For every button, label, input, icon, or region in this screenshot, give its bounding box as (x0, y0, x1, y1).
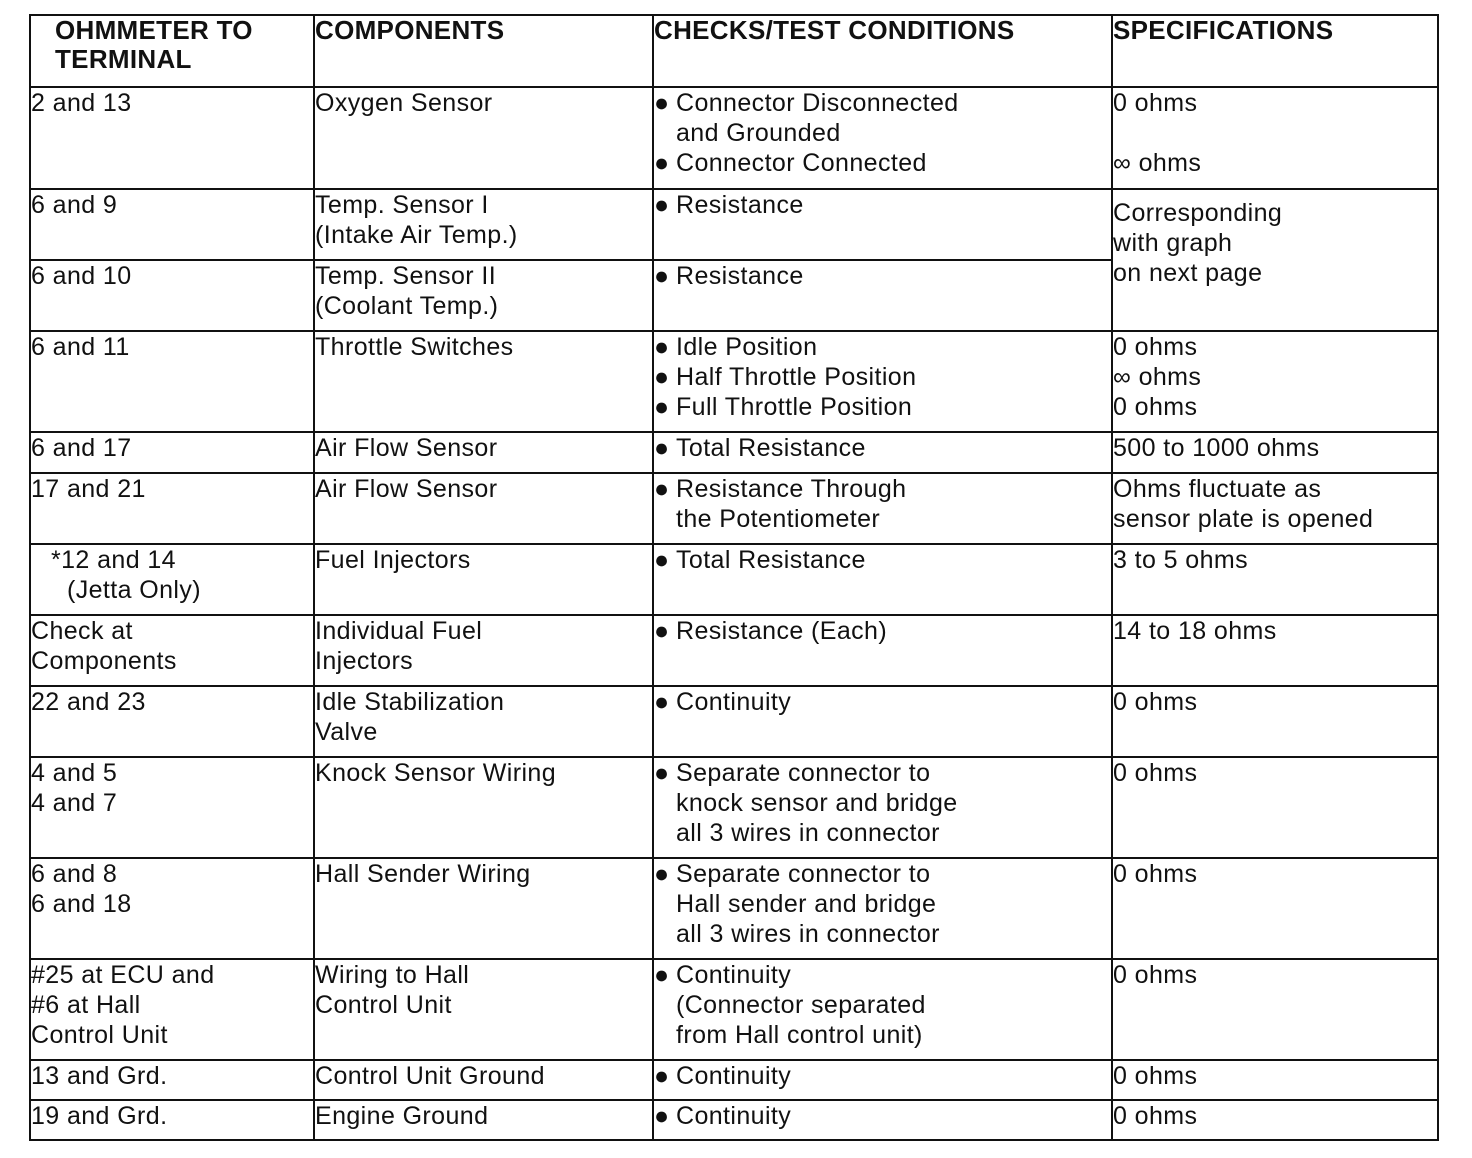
checks-cell (653, 260, 1112, 331)
spec-cell (1112, 544, 1438, 615)
terminal-cell (30, 432, 314, 473)
terminal-text: Check at (31, 617, 133, 645)
spec-text: 0 ohms (1113, 89, 1198, 117)
component-text: (Coolant Temp.) (315, 292, 499, 320)
check-item: ● Continuity (654, 961, 792, 989)
check-item: ● Separate connector to (654, 759, 931, 787)
terminal-text: #6 at Hall (31, 991, 141, 1019)
component-cell (314, 260, 653, 331)
component-text: Oxygen Sensor (315, 89, 493, 117)
check-item: ● Idle Position (654, 333, 818, 361)
spec-text: with graph (1113, 229, 1233, 257)
bullet-icon: ● (654, 393, 670, 421)
spec-text: 0 ohms (1113, 333, 1198, 361)
bullet-icon: ● (654, 546, 670, 574)
terminal-text: 17 and 21 (31, 475, 146, 503)
check-item: ● Resistance (654, 191, 804, 219)
table-row (30, 189, 1438, 260)
spec-text: 0 ohms (1113, 860, 1198, 888)
check-item-continued: and Grounded (676, 119, 841, 147)
header-specifications: SPECIFICATIONS (1112, 15, 1438, 87)
bullet-icon: ● (654, 262, 670, 290)
checks-cell (653, 189, 1112, 260)
bullet-icon: ● (654, 434, 670, 462)
header-components: COMPONENTS (314, 15, 653, 87)
spec-cell (1112, 757, 1438, 858)
header-row (30, 15, 1438, 87)
terminal-text: Components (31, 647, 177, 675)
component-cell (314, 858, 653, 959)
checks-cell (653, 87, 1112, 189)
spec-cell (1112, 1100, 1438, 1140)
spec-text: 0 ohms (1113, 1062, 1198, 1090)
bullet-icon: ● (654, 191, 670, 219)
component-cell (314, 87, 653, 189)
bullet-icon: ● (654, 961, 670, 989)
check-item: ● Resistance Through (654, 475, 907, 503)
component-cell (314, 757, 653, 858)
component-text: Knock Sensor Wiring (315, 759, 557, 787)
terminal-text: 13 and Grd. (31, 1062, 168, 1090)
spec-cell (1112, 432, 1438, 473)
check-item: ● Total Resistance (654, 546, 866, 574)
terminal-text: 4 and 7 (31, 789, 118, 817)
table-row (30, 544, 1438, 615)
check-item-continued: knock sensor and bridge (676, 789, 958, 817)
check-item: ● Connector Connected (654, 149, 927, 177)
terminal-cell (30, 87, 314, 189)
terminal-cell (30, 686, 314, 757)
spec-text: 0 ohms (1113, 961, 1198, 989)
terminal-text: 4 and 5 (31, 759, 118, 787)
component-text: Throttle Switches (315, 333, 514, 361)
component-text: Temp. Sensor II (315, 262, 497, 290)
terminal-text: *12 and 14 (51, 546, 176, 574)
spec-text: Corresponding (1113, 199, 1283, 227)
component-cell (314, 615, 653, 686)
component-cell (314, 1100, 653, 1140)
terminal-text: 6 and 10 (31, 262, 132, 290)
component-text: Valve (315, 718, 378, 746)
component-text: Idle Stabilization (315, 688, 505, 716)
component-text: Fuel Injectors (315, 546, 471, 574)
spec-cell (1112, 87, 1438, 189)
spec-text: 14 to 18 ohms (1113, 617, 1277, 645)
table-row (30, 432, 1438, 473)
component-cell (314, 432, 653, 473)
terminal-cell (30, 959, 314, 1060)
bullet-icon: ● (654, 363, 670, 391)
checks-cell (653, 959, 1112, 1060)
spec-text: 3 to 5 ohms (1113, 546, 1249, 574)
table-row (30, 959, 1438, 1060)
check-item: ● Half Throttle Position (654, 363, 917, 391)
bullet-icon: ● (654, 333, 670, 361)
check-item: ● Total Resistance (654, 434, 866, 462)
component-text: Injectors (315, 647, 414, 675)
check-item: ● Resistance (Each) (654, 617, 888, 645)
check-item-continued: all 3 wires in connector (676, 920, 940, 948)
terminal-text: 19 and Grd. (31, 1102, 168, 1130)
component-text: Air Flow Sensor (315, 475, 498, 503)
terminal-text: 6 and 18 (31, 890, 132, 918)
spec-text: 0 ohms (1113, 759, 1198, 787)
checks-cell (653, 1100, 1112, 1140)
spec-cell (1112, 1060, 1438, 1100)
spec-cell (1112, 858, 1438, 959)
spec-text: Ohms fluctuate as (1113, 475, 1322, 503)
table-row (30, 1060, 1438, 1100)
spec-text: sensor plate is opened (1113, 505, 1374, 533)
terminal-cell (30, 757, 314, 858)
header-terminal-line-1: OHMMETER TO (55, 15, 253, 45)
table-row (30, 87, 1438, 189)
terminal-cell (30, 473, 314, 544)
component-cell (314, 959, 653, 1060)
terminal-cell (30, 544, 314, 615)
check-item: ● Separate connector to (654, 860, 931, 888)
table-row (30, 757, 1438, 858)
header-terminal (30, 15, 314, 87)
component-cell (314, 331, 653, 432)
component-text: Control Unit (315, 991, 452, 1019)
check-item-continued: (Connector separated (676, 991, 926, 1019)
bullet-icon: ● (654, 617, 670, 645)
spec-cell (1112, 331, 1438, 432)
terminal-text: 6 and 9 (31, 191, 118, 219)
header-terminal-line-2: TERMINAL (55, 44, 192, 74)
component-text: Hall Sender Wiring (315, 860, 531, 888)
component-cell (314, 544, 653, 615)
bullet-icon: ● (654, 759, 670, 787)
bullet-icon: ● (654, 688, 670, 716)
terminal-text: (Jetta Only) (67, 576, 201, 604)
spec-text: 0 ohms (1113, 1102, 1198, 1130)
bullet-icon: ● (654, 1102, 670, 1130)
terminal-text: 2 and 13 (31, 89, 132, 117)
table-row (30, 331, 1438, 432)
bullet-icon: ● (654, 149, 670, 177)
check-item: ● Resistance (654, 262, 804, 290)
checks-cell (653, 544, 1112, 615)
ohmmeter-test-table (29, 14, 1439, 1141)
component-cell (314, 686, 653, 757)
header-checks: CHECKS/TEST CONDITIONS (653, 15, 1112, 87)
check-item: ● Full Throttle Position (654, 393, 913, 421)
spec-text: 0 ohms (1113, 393, 1198, 421)
table-row (30, 615, 1438, 686)
spec-text: ∞ ohms (1113, 363, 1202, 391)
table-row (30, 858, 1438, 959)
component-text: Air Flow Sensor (315, 434, 498, 462)
component-text: Engine Ground (315, 1102, 489, 1130)
checks-cell (653, 432, 1112, 473)
terminal-cell (30, 331, 314, 432)
spec-cell (1112, 189, 1438, 331)
spec-cell (1112, 959, 1438, 1060)
check-item-continued: the Potentiometer (676, 505, 881, 533)
check-item: ● Connector Disconnected (654, 89, 959, 117)
checks-cell (653, 615, 1112, 686)
component-text: Individual Fuel (315, 617, 483, 645)
checks-cell (653, 1060, 1112, 1100)
table-row (30, 1100, 1438, 1140)
spec-cell (1112, 686, 1438, 757)
terminal-cell (30, 615, 314, 686)
checks-cell (653, 858, 1112, 959)
bullet-icon: ● (654, 860, 670, 888)
bullet-icon: ● (654, 89, 670, 117)
spec-text: 0 ohms (1113, 688, 1198, 716)
table-row (30, 473, 1438, 544)
spec-cell (1112, 615, 1438, 686)
terminal-cell (30, 1100, 314, 1140)
terminal-text: 6 and 8 (31, 860, 118, 888)
spec-text: 500 to 1000 ohms (1113, 434, 1320, 462)
terminal-text: Control Unit (31, 1021, 168, 1049)
terminal-text: 22 and 23 (31, 688, 146, 716)
checks-cell (653, 686, 1112, 757)
terminal-text: #25 at ECU and (31, 961, 215, 989)
terminal-cell (30, 260, 314, 331)
component-cell (314, 189, 653, 260)
checks-cell (653, 473, 1112, 544)
terminal-cell (30, 1060, 314, 1100)
check-item-continued: all 3 wires in connector (676, 819, 940, 847)
spec-text: on next page (1113, 259, 1263, 287)
check-item-continued: Hall sender and bridge (676, 890, 937, 918)
checks-cell (653, 331, 1112, 432)
component-text: (Intake Air Temp.) (315, 221, 518, 249)
component-text: Temp. Sensor I (315, 191, 489, 219)
terminal-text: 6 and 11 (31, 333, 130, 361)
spec-text: ∞ ohms (1113, 149, 1202, 177)
component-cell (314, 1060, 653, 1100)
checks-cell (653, 757, 1112, 858)
component-text: Control Unit Ground (315, 1062, 545, 1090)
check-item: ● Continuity (654, 1062, 792, 1090)
component-cell (314, 473, 653, 544)
spec-cell (1112, 473, 1438, 544)
table-row (30, 686, 1438, 757)
terminal-cell (30, 189, 314, 260)
terminal-cell (30, 858, 314, 959)
terminal-text: 6 and 17 (31, 434, 132, 462)
check-item: ● Continuity (654, 688, 792, 716)
check-item: ● Continuity (654, 1102, 792, 1130)
bullet-icon: ● (654, 475, 670, 503)
component-text: Wiring to Hall (315, 961, 470, 989)
check-item-continued: from Hall control unit) (676, 1021, 923, 1049)
bullet-icon: ● (654, 1062, 670, 1090)
